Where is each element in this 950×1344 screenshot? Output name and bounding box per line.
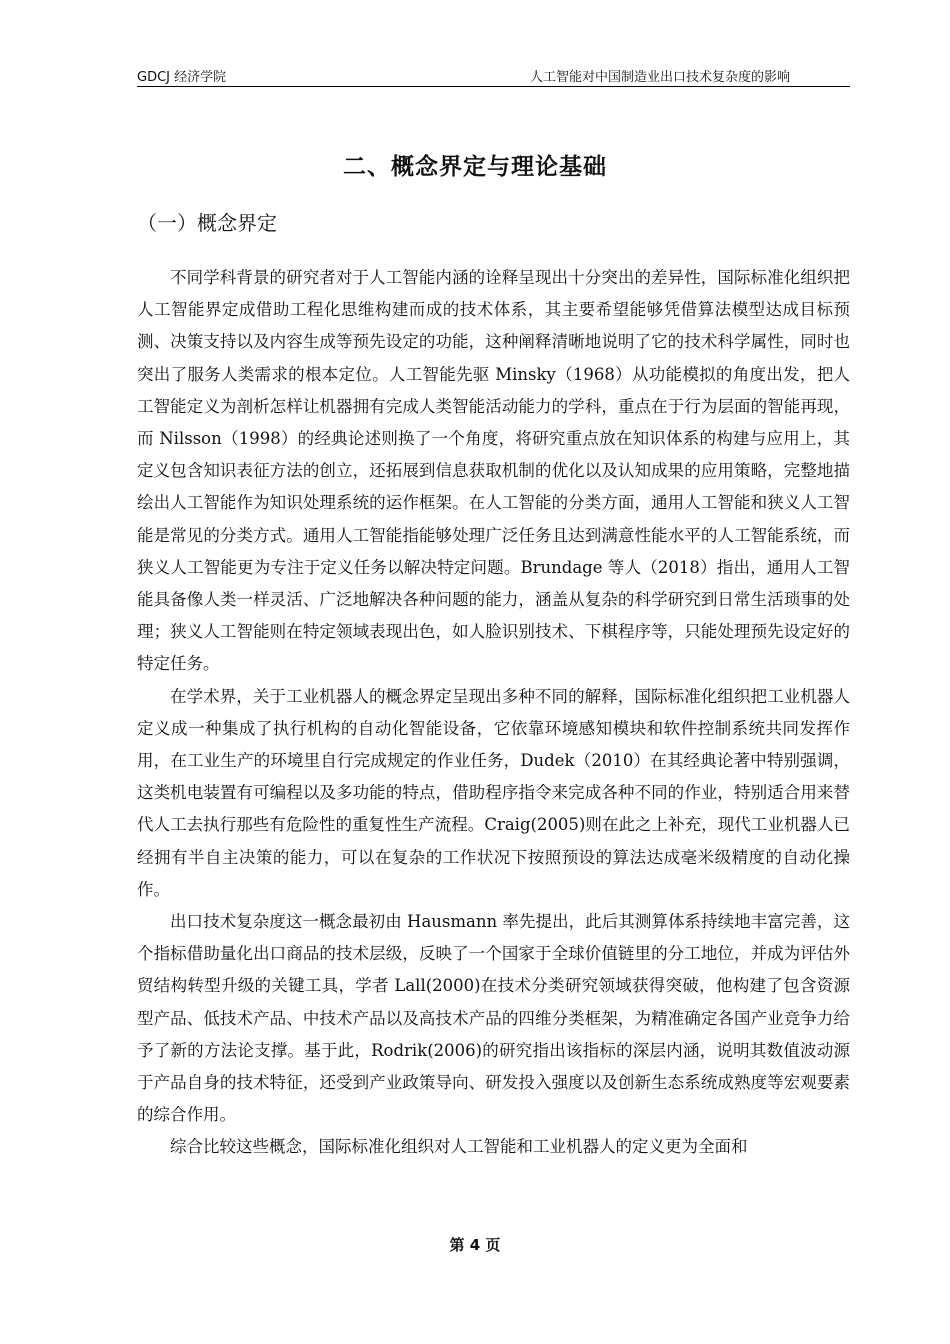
header-left: GDCJ 经济学院 [137, 70, 227, 85]
page-number: 第 4 页 [449, 1236, 501, 1254]
page-header [137, 62, 850, 87]
paragraph: 在学术界，关于工业机器人的概念界定呈现出多种不同的解释，国际标准化组织把工业机器人定义成一种集成了执行机构的自动化智能设备，它依靠环境感知模块和软件控制系统共同发挥作用，在工业生产的环境里自行完成规定的作业任务，Dudek（2010）在其经典论著中特别强调，这类机电装置有可编程以及多功能的特点，借助程序指令来完成各种不同的作业，特别适合用来替代人工去执行那些有危险性的重复性生产流程。Craig(2005)则在此之上补充，现代工业机器人已经拥有半自主决策的能力，可以在复杂的工作状况下按照预设的算法达成毫米级精度的自动化操作。 [137, 686, 850, 899]
body-text [137, 262, 850, 1164]
paragraph: 不同学科背景的研究者对于人工智能内涵的诠释呈现出十分突出的差异性，国际标准化组织把人工智能界定成借助工程化思维构建而成的技术体系，其主要希望能够凭借算法模型达成目标预测、决策支持以及内容生成等预先设定的功能，这种阐释清晰地说明了它的技术科学属性，同时也突出了服务人类需求的根本定位。人工智能先驱 Minsky（1968）从功能模拟的角度出发，把人工智能定义为剖析怎样让机器拥有完成人类智能活动能力的学科，重点在于行为层面的智能再现，而 Nilsson（1998）的经典论述则换了一个角度，将研究重点放在知识体系的构建与应用上，其定义包含知识表征方法的创立，还拓展到信息获取机制的优化以及认知成果的应用策略，完整地描绘出人工智能作为知识处理系统的运作框架。在人工智能的分类方面，通用人工智能和狭义人工智能是常见的分类方式。通用人工智能指能够处理广泛任务且达到满意性能水平的人工智能系统，而狭义人工智能更为专注于定义任务以解决特定问题。Brundage 等人（2018）指出，通用人工智能具备像人类一样灵活、广泛地解决各种问题的能力，涵盖从复杂的科学研究到日常生活琐事的处理；狭义人工智能则在特定领域表现出色，如人脸识别技术、下棋程序等，只能处理预先设定好的特定任务。 [137, 268, 850, 674]
header-right: 人工智能对中国制造业出口技术复杂度的影响 [529, 70, 790, 85]
section-heading: （一）概念界定 [137, 211, 277, 235]
chapter-title: 二、概念界定与理论基础 [343, 154, 607, 180]
paragraph: 综合比较这些概念，国际标准化组织对人工智能和工业机器人的定义更为全面和 [170, 1137, 748, 1157]
paragraph: 出口技术复杂度这一概念最初由 Hausmann 率先提出，此后其测算体系持续地丰富完善，这个指标借助量化出口商品的技术层级，反映了一个国家于全球价值链里的分工地位，并成为评估外贸结构转型升级的关键工具，学者 Lall(2000)在技术分类研究领域获得突破，他构建了包含资源型产品、低技术产品、中技术产品以及高技术产品的四维分类框架，为精准确定各国产业竞争力给予了新的方法论支撑。基于此，Rodrik(2006)的研究指出该指标的深层内涵，说明其数值波动源于产品自身的技术特征，还受到产业政策导向、研发投入强度以及创新生态系统成熟度等宏观要素的综合作用。 [137, 912, 850, 1125]
